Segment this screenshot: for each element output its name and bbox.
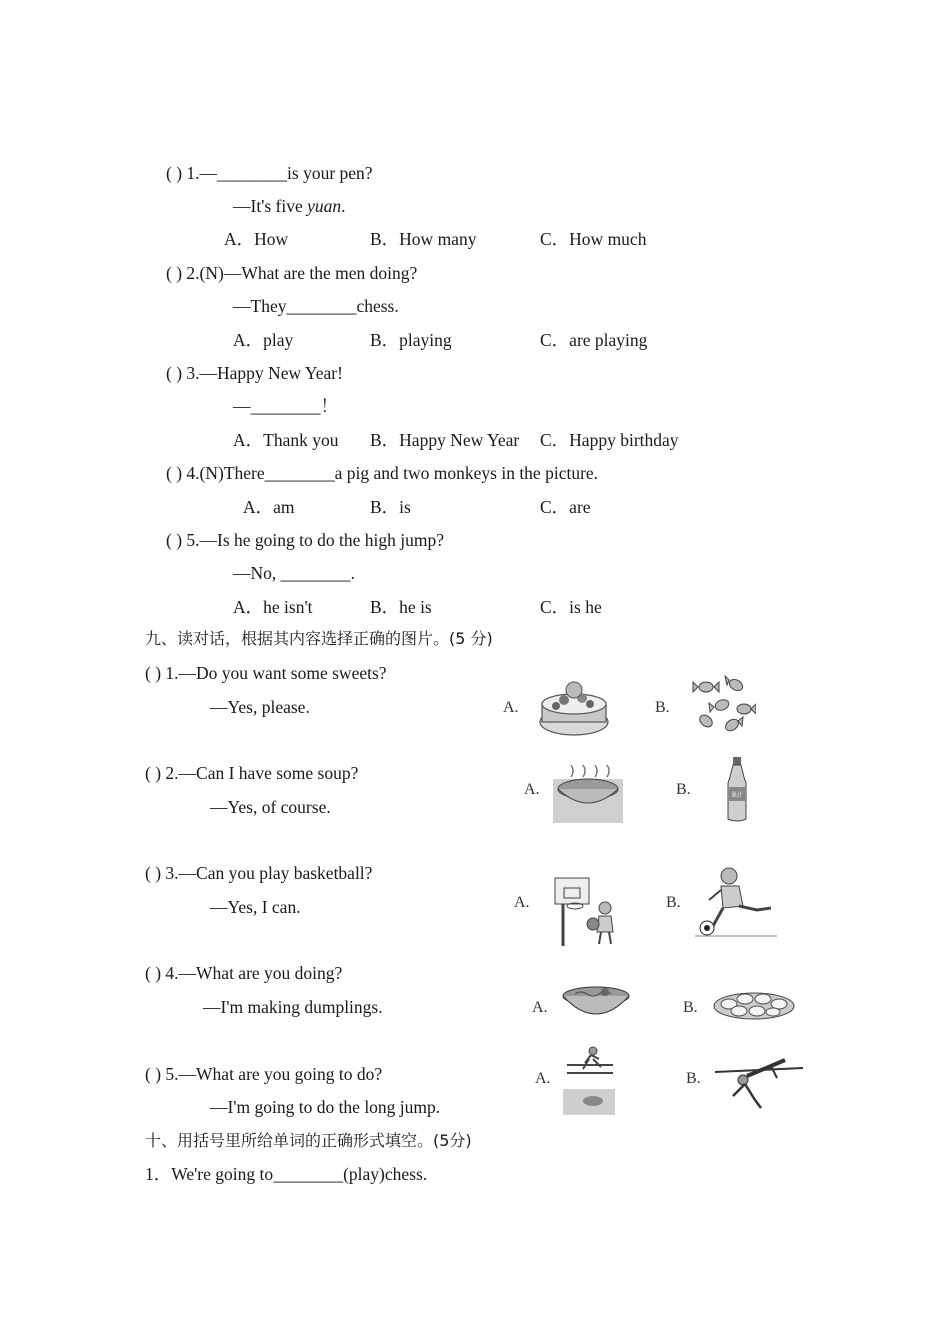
- q3-option-a[interactable]: A．Thank you: [233, 430, 339, 450]
- s9-q2-reply: —Yes, of course.: [210, 797, 331, 817]
- s9-q1-label-a: A.: [503, 699, 519, 716]
- dumplings-icon[interactable]: [713, 986, 795, 1020]
- s9-q4-stem: ( ) 4.—What are you doing?: [145, 963, 343, 983]
- q1-reply-italic: yuan: [307, 196, 342, 216]
- s9-q2-label-b: B.: [676, 781, 691, 798]
- s10-q1: 1．We're going to________(play)chess.: [145, 1164, 428, 1184]
- s9-q3-reply: —Yes, I can.: [210, 897, 301, 917]
- q5-option-a[interactable]: A．he isn't: [233, 597, 313, 617]
- q4-stem: ( ) 4.(N)There________a pig and two monkeys in the picture.: [166, 463, 599, 483]
- q1-option-c[interactable]: C．How much: [540, 229, 647, 249]
- s9-q2-label-a: A.: [524, 781, 540, 798]
- s9-q3-stem: ( ) 3.—Can you play basketball?: [145, 863, 373, 883]
- section9-heading: 九、读对话，根据其内容选择正确的图片。(5 分): [145, 629, 493, 648]
- s9-q4-label-b: B.: [683, 999, 698, 1016]
- q3-reply: —________！: [233, 396, 338, 416]
- q4-option-a[interactable]: A．am: [243, 497, 295, 517]
- s9-q1-stem: ( ) 1.—Do you want some sweets?: [145, 663, 387, 683]
- q4-option-c[interactable]: C．are: [540, 497, 591, 517]
- q2-stem: ( ) 2.(N)—What are the men doing?: [166, 263, 418, 283]
- juice-bottle-icon[interactable]: [724, 757, 750, 823]
- soup-bowl-icon[interactable]: [553, 765, 623, 823]
- q5-option-b[interactable]: B．he is: [370, 597, 432, 617]
- cake-icon[interactable]: [538, 676, 610, 738]
- s9-q5-label-a: A.: [535, 1070, 551, 1087]
- q1-option-b[interactable]: B．How many: [370, 229, 477, 249]
- s9-q5-reply: —I'm going to do the long jump.: [210, 1097, 441, 1117]
- q5-reply: —No, ________.: [233, 563, 356, 583]
- q5-stem: ( ) 5.—Is he going to do the high jump?: [166, 530, 445, 550]
- s9-q2-stem: ( ) 2.—Can I have some soup?: [145, 763, 359, 783]
- q3-stem: ( ) 3.—Happy New Year!: [166, 363, 343, 383]
- s9-q3-label-a: A.: [514, 894, 530, 911]
- q2-reply: —They________chess.: [233, 296, 399, 316]
- q1-option-a[interactable]: A．How: [224, 229, 289, 249]
- basketball-player-icon[interactable]: [547, 874, 619, 946]
- svg-text:果汁: 果汁: [730, 792, 744, 799]
- s9-q3-label-b: B.: [666, 894, 681, 911]
- s9-q5-stem: ( ) 5.—What are you going to do?: [145, 1064, 383, 1084]
- q1-reply-end: .: [341, 196, 346, 216]
- s9-q4-reply: —I'm making dumplings.: [203, 997, 383, 1017]
- s9-q4-label-a: A.: [532, 999, 548, 1016]
- s9-q1-label-b: B.: [655, 699, 670, 716]
- section10-heading: 十、用括号里所给单词的正确形式填空。(5分): [145, 1131, 472, 1150]
- q2-option-a[interactable]: A．play: [233, 330, 294, 350]
- s9-q5-label-b: B.: [686, 1070, 701, 1087]
- high-jump-icon[interactable]: [715, 1056, 803, 1110]
- s9-q1-reply: —Yes, please.: [210, 697, 310, 717]
- q1-stem: ( ) 1.—________is your pen?: [166, 163, 373, 183]
- noodle-bowl-icon[interactable]: [561, 984, 631, 1020]
- q4-option-b[interactable]: B．is: [370, 497, 411, 517]
- q5-option-c[interactable]: C．is he: [540, 597, 602, 617]
- football-player-icon[interactable]: [695, 864, 777, 940]
- sweets-icon[interactable]: [692, 675, 756, 735]
- q1-reply: [233, 195, 346, 217]
- q1-reply-text: —It's five: [233, 196, 308, 216]
- q3-option-b[interactable]: B．Happy New Year: [370, 430, 520, 450]
- q3-option-c[interactable]: C．Happy birthday: [540, 430, 679, 450]
- q2-option-b[interactable]: B．playing: [370, 330, 452, 350]
- long-jump-icon[interactable]: [563, 1045, 615, 1115]
- q2-option-c[interactable]: C．are playing: [540, 330, 648, 350]
